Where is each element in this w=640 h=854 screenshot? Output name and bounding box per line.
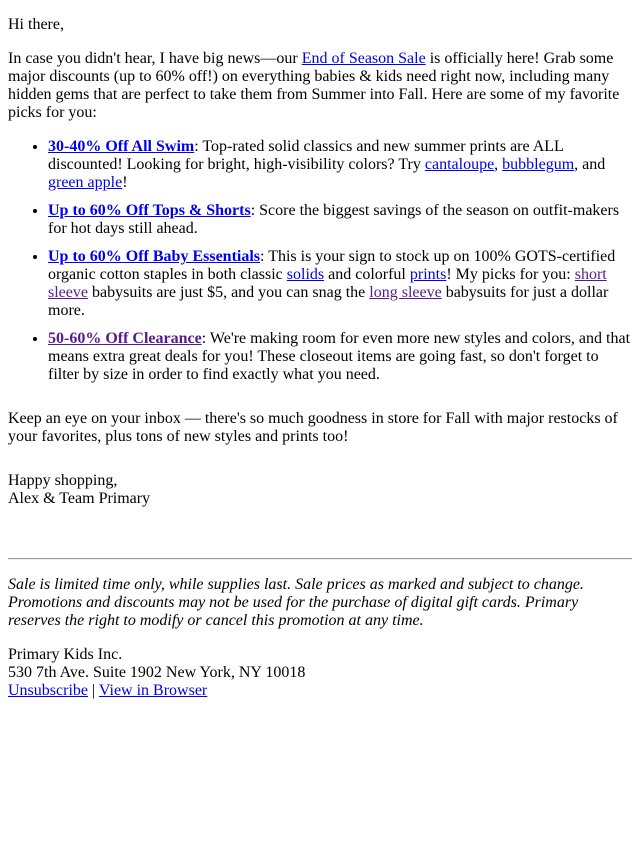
divider [8, 558, 632, 560]
company-name: Primary Kids Inc. [8, 646, 123, 663]
intro-paragraph [8, 50, 632, 122]
picks-list [8, 138, 632, 384]
bubblegum-link[interactable]: bubblegum [502, 156, 575, 173]
solids-link[interactable]: solids [286, 266, 325, 283]
baby-essentials-sale-link[interactable]: Up to 60% Off Baby Essentials [48, 248, 261, 265]
cantaloupe-link[interactable]: cantaloupe [424, 156, 495, 173]
footer-address-block [8, 646, 632, 700]
list-item-clearance [48, 330, 632, 384]
baby-essentials-separator-3: babysuits are just $5, and you can snag the [87, 284, 370, 301]
intro-text-after: is officially here! Grab some major discounts (up to 60% off!) on everything babies & kids need right now, including many hidden gems that are perfect to take them from Summer into Fall. Here are some of my favorite picks for you: [8, 50, 620, 121]
long-sleeve-link[interactable]: long sleeve [369, 284, 442, 301]
swim-sale-link[interactable]: 30-40% Off All Swim [48, 138, 195, 155]
list-item-swim [48, 138, 632, 192]
end-of-season-sale-link[interactable]: End of Season Sale [301, 50, 426, 67]
short-sleeve-link[interactable]: short sleeve [48, 266, 607, 301]
baby-essentials-separator-1: and colorful [324, 266, 410, 283]
signoff-line-1: Happy shopping, [8, 472, 118, 489]
keep-eye-paragraph: Keep an eye on your inbox — there's so much goodness in store for Fall with major restocks of your favorites, plus tons of new styles and prints too! [8, 410, 618, 445]
swim-text: : Top-rated solid classics and new summer prints are ALL discounted! Looking for bright, high-visibility colors? Try [48, 138, 564, 173]
baby-essentials-text: : This is your sign to stock up on 100% GOTS-certified organic cotton staples in both classic [48, 248, 616, 283]
clearance-text: : We're making room for even more new styles and colors, and that means extra great deals for you! These closeout items are going fast, so don't forget to filter by size in order to find exactly what you need. [48, 330, 631, 383]
clearance-sale-link[interactable]: 50-60% Off Clearance [48, 330, 202, 347]
baby-essentials-end: babysuits for just a dollar more. [48, 284, 609, 319]
swim-end: ! [122, 174, 128, 191]
signoff-line-2: Alex & Team Primary [8, 490, 151, 507]
greeting: Hi there, [8, 16, 64, 33]
list-item-tops-shorts [48, 202, 632, 238]
swim-separator-2: , and [574, 156, 606, 173]
footer-separator: | [87, 682, 99, 699]
signoff [8, 472, 632, 508]
unsubscribe-link[interactable]: Unsubscribe [8, 682, 88, 699]
green-apple-link[interactable]: green apple [48, 174, 123, 191]
company-address: 530 7th Ave. Suite 1902 New York, NY 10018 [8, 664, 306, 681]
prints-link[interactable]: prints [409, 266, 447, 283]
tops-shorts-text: : Score the biggest savings of the season on outfit-makers for hot days still ahead. [48, 202, 620, 237]
list-item-baby-essentials [48, 248, 632, 320]
intro-text-before: In case you didn't hear, I have big news—our [8, 50, 302, 67]
legal-disclaimer: Sale is limited time only, while supplies last. Sale prices as marked and subject to change. Promotions and discounts may not be used for the purchase of digital gift cards. Primary reserves the right to modify or cancel this promotion at any time. [8, 576, 584, 629]
view-in-browser-link[interactable]: View in Browser [98, 682, 208, 699]
tops-shorts-sale-link[interactable]: Up to 60% Off Tops & Shorts [48, 202, 251, 219]
baby-essentials-separator-2: ! My picks for you: [446, 266, 575, 283]
swim-separator-1: , [494, 156, 503, 173]
